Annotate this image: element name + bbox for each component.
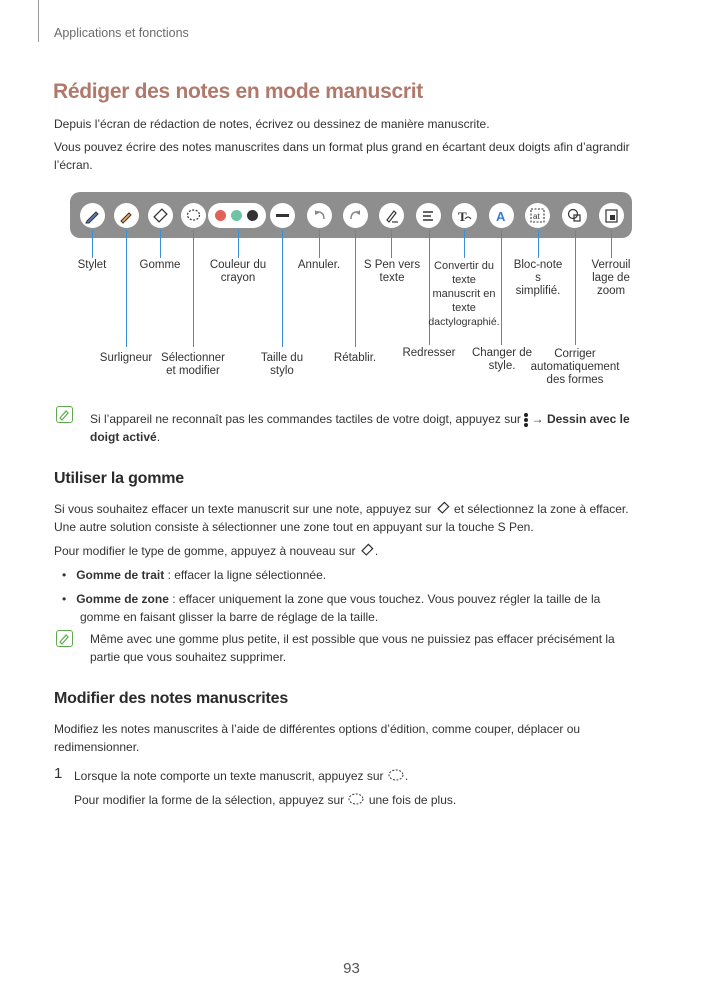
label-selectionner: Sélectionner et modifier (161, 352, 225, 377)
modify-para: Modifiez les notes manuscrites à l’aide de différentes options d’édition, comme couper, déplacer ou redimensionner. (54, 722, 581, 754)
leader-line (355, 230, 356, 347)
label-bloc-notes: Bloc-note s simplifié. (513, 259, 563, 297)
svg-text:T: T (458, 209, 467, 224)
leader-line (464, 230, 465, 258)
color-palette[interactable] (208, 203, 266, 228)
label-spen-texte: S Pen vers texte (363, 259, 421, 284)
svg-text:at: at (533, 212, 540, 221)
step-1-line-2: Pour modifier la forme de la sélection, appuyez sur une fois de plus. (74, 793, 457, 807)
eraser-note: Même avec une gomme plus petite, il est possible que vous ne puissiez pas effacer précisément la partie que vous souhaitez supprimer. (90, 632, 615, 664)
note-icon (56, 630, 73, 647)
eraser-icon[interactable] (148, 203, 173, 228)
page-number: 93 (343, 960, 360, 977)
label-stylet: Stylet (77, 259, 107, 271)
label-convertir: Convertir du texte manuscrit en texte dactylographié. (428, 260, 500, 328)
heading-eraser: Utiliser la gomme (54, 470, 184, 487)
highlighter-icon[interactable] (114, 203, 139, 228)
leader-line (319, 230, 320, 258)
header-divider (38, 0, 39, 42)
straighten-icon[interactable] (416, 203, 441, 228)
label-redresser: Redresser (402, 347, 456, 359)
label-gomme: Gomme (139, 259, 181, 271)
label-verrouillage: Verrouil lage de zoom (591, 259, 631, 297)
label-retablir: Rétablir. (333, 352, 377, 364)
note-icon (56, 406, 73, 423)
label-changer-style: Changer de style. (471, 347, 533, 372)
bullet-item: • Gomme de trait : effacer la ligne sélectionnée. (62, 568, 327, 582)
color-black[interactable] (247, 210, 258, 221)
leader-line (611, 230, 612, 258)
block-note-icon[interactable] (525, 203, 550, 228)
heading-modify: Modifier des notes manuscrites (54, 690, 289, 707)
leader-line (538, 230, 539, 258)
step-1-line-1: Lorsque la note comporte un texte manuscrit, appuyez sur . (74, 769, 409, 783)
leader-line (193, 230, 194, 347)
leader-line (160, 230, 161, 258)
lasso-icon[interactable] (181, 203, 206, 228)
section-header: Applications et fonctions (54, 26, 189, 40)
lasso-icon (347, 792, 365, 806)
label-corriger: Corriger automatiquement des formes (530, 348, 620, 386)
color-red[interactable] (215, 210, 226, 221)
intro-line-1: Depuis l’écran de rédaction de notes, écrivez ou dessinez de manière manuscrite. (54, 117, 490, 131)
redo-icon[interactable] (343, 203, 368, 228)
leader-line (282, 230, 283, 347)
eraser-para-1: Si vous souhaitez effacer un texte manuscrit sur une note, appuyez sur et sélectionnez la zone à effacer. (54, 502, 629, 516)
convert-text-icon[interactable] (452, 203, 477, 228)
more-options-icon (524, 412, 528, 428)
change-style-icon[interactable] (489, 203, 514, 228)
leader-line (238, 230, 239, 258)
eraser-icon (435, 500, 451, 516)
lock-zoom-icon[interactable] (599, 203, 624, 228)
eraser-icon (359, 542, 375, 558)
lasso-icon (387, 768, 405, 782)
undo-icon[interactable] (307, 203, 332, 228)
page-title: Rédiger des notes en mode manuscrit (53, 80, 423, 103)
note-finger-drawing: Si l’appareil ne reconnaît pas les commandes tactiles de votre doigt, appuyez sur → Dessin avec le doigt activé. (90, 412, 630, 444)
shape-correct-icon[interactable] (562, 203, 587, 228)
intro-line-2: Vous pouvez écrire des notes manuscrites dans un format plus grand en écartant deux doigts afin d’agrandir (54, 140, 630, 154)
label-annuler: Annuler. (297, 259, 341, 271)
label-surligneur: Surligneur (99, 352, 153, 364)
leader-line (575, 230, 576, 345)
spen-to-text-icon[interactable] (379, 203, 404, 228)
bullet-item: • Gomme de zone : effacer uniquement la zone que vous touchez. Vous pouvez régler la taille de la gomme en faisant glisser la barre de réglage de la taille. (62, 592, 601, 624)
leader-line (92, 230, 93, 258)
step-number: 1 (54, 765, 63, 782)
eraser-para-2: Une autre solution consiste à sélectionner une zone tout en appuyant sur la touche S Pen. (54, 520, 534, 534)
color-green[interactable] (231, 210, 242, 221)
svg-text:A: A (496, 209, 506, 224)
eraser-para-3: Pour modifier le type de gomme, appuyez à nouveau sur . (54, 544, 379, 558)
leader-line (126, 230, 127, 347)
intro-line-3: l’écran. (54, 158, 93, 172)
leader-line (391, 230, 392, 258)
label-taille-stylo: Taille du stylo (260, 352, 304, 377)
pen-icon[interactable] (80, 203, 105, 228)
line-width-icon[interactable] (270, 203, 295, 228)
label-couleur: Couleur du crayon (209, 259, 267, 284)
